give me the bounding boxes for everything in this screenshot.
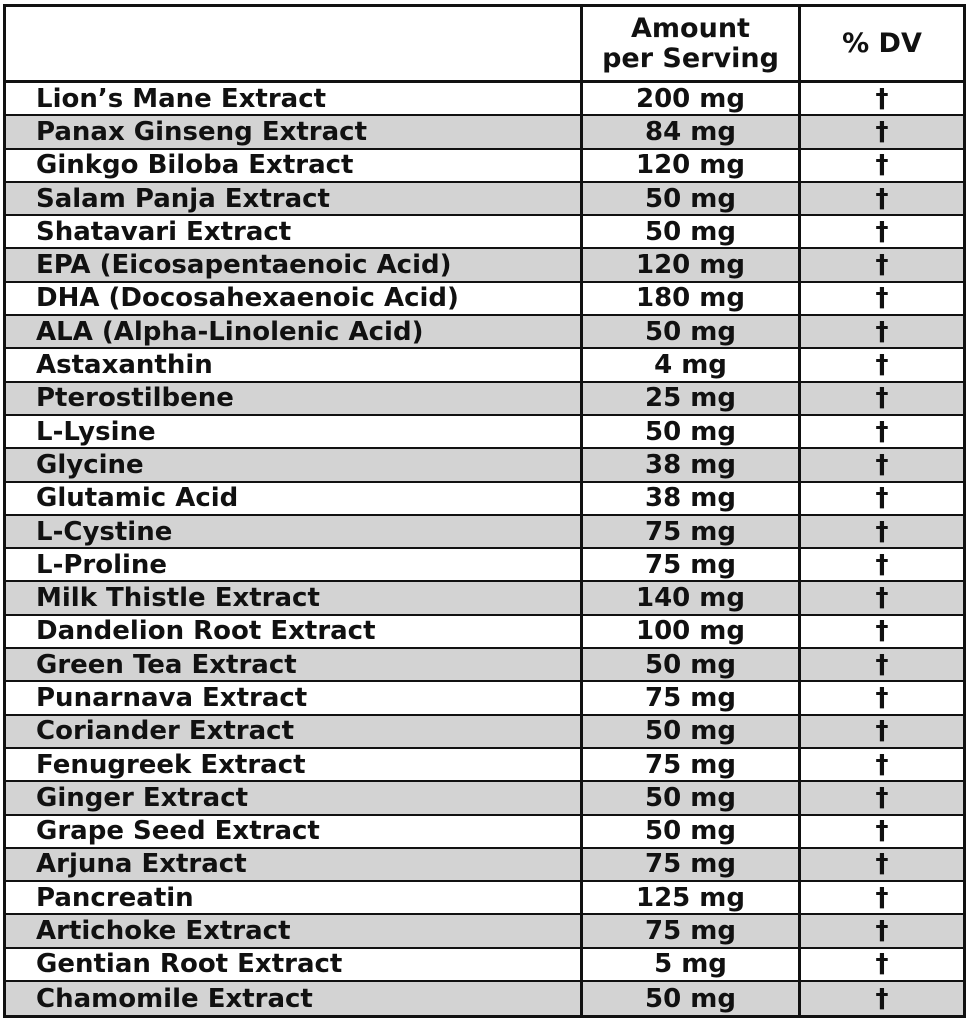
ingredient-amount: 100 mg xyxy=(580,616,798,647)
table-row xyxy=(6,882,963,915)
table-row xyxy=(6,516,963,549)
ingredient-amount: 38 mg xyxy=(580,483,798,514)
ingredient-dv: † xyxy=(798,483,963,514)
table-row xyxy=(6,549,963,582)
ingredient-name: Coriander Extract xyxy=(36,716,295,747)
ingredient-dv: † xyxy=(798,616,963,647)
table-row xyxy=(6,83,963,116)
ingredient-name: Ginger Extract xyxy=(36,782,249,813)
ingredient-amount: 50 mg xyxy=(580,316,798,347)
ingredient-name: Shatavari Extract xyxy=(36,216,292,247)
ingredient-amount: 50 mg xyxy=(580,183,798,214)
ingredient-dv: † xyxy=(798,283,963,314)
ingredient-amount: 140 mg xyxy=(580,582,798,613)
ingredient-name: L-Proline xyxy=(36,549,168,580)
ingredient-dv: † xyxy=(798,249,963,280)
ingredient-amount: 50 mg xyxy=(580,649,798,680)
ingredient-amount: 4 mg xyxy=(580,349,798,380)
table-row xyxy=(6,150,963,183)
ingredient-dv: † xyxy=(798,316,963,347)
ingredient-name: Punarnava Extract xyxy=(36,682,308,713)
ingredient-dv: † xyxy=(798,183,963,214)
ingredient-name: Green Tea Extract xyxy=(36,649,297,680)
ingredient-amount: 180 mg xyxy=(580,283,798,314)
table-row xyxy=(6,782,963,815)
header-amount-line1: Amount xyxy=(631,12,750,44)
ingredient-amount: 75 mg xyxy=(580,915,798,946)
table-row xyxy=(6,283,963,316)
table-row xyxy=(6,316,963,349)
ingredient-amount: 50 mg xyxy=(580,982,798,1015)
table-row xyxy=(6,816,963,849)
table-row xyxy=(6,483,963,516)
header-ingredient-cell xyxy=(6,7,580,80)
table-row xyxy=(6,216,963,249)
ingredient-name: Astaxanthin xyxy=(36,350,213,381)
ingredient-dv: † xyxy=(798,349,963,380)
ingredient-name: Panax Ginseng Extract xyxy=(36,116,367,147)
ingredient-dv: † xyxy=(798,150,963,181)
ingredient-name: Fenugreek Extract xyxy=(36,749,306,780)
table-row xyxy=(6,682,963,715)
table-row xyxy=(6,383,963,416)
ingredient-name: Grape Seed Extract xyxy=(36,816,320,847)
ingredient-name: Pterostilbene xyxy=(36,383,234,414)
ingredient-amount: 5 mg xyxy=(580,949,798,980)
ingredient-dv: † xyxy=(798,882,963,913)
table-row xyxy=(6,915,963,948)
table-row xyxy=(6,849,963,882)
ingredient-name: Milk Thistle Extract xyxy=(36,583,320,614)
table-row xyxy=(6,116,963,149)
ingredient-dv: † xyxy=(798,216,963,247)
ingredient-amount: 75 mg xyxy=(580,516,798,547)
ingredient-dv: † xyxy=(798,83,963,114)
ingredient-amount: 120 mg xyxy=(580,249,798,280)
table-row xyxy=(6,449,963,482)
ingredient-amount: 75 mg xyxy=(580,849,798,880)
ingredient-amount: 50 mg xyxy=(580,782,798,813)
ingredient-name: Glycine xyxy=(36,449,144,480)
ingredient-name: Artichoke Extract xyxy=(36,916,291,947)
ingredient-dv: † xyxy=(798,782,963,813)
ingredient-dv: † xyxy=(798,549,963,580)
ingredient-dv: † xyxy=(798,116,963,147)
ingredient-dv: † xyxy=(798,649,963,680)
ingredient-dv: † xyxy=(798,416,963,447)
supplement-facts-table xyxy=(3,4,966,1018)
ingredient-name: Salam Panja Extract xyxy=(36,183,330,214)
ingredient-dv: † xyxy=(798,816,963,847)
ingredient-name: Ginkgo Biloba Extract xyxy=(36,150,354,181)
ingredient-amount: 50 mg xyxy=(580,816,798,847)
table-row xyxy=(6,949,963,982)
ingredient-name: Chamomile Extract xyxy=(36,983,313,1014)
table-row xyxy=(6,716,963,749)
ingredient-name: Lion’s Mane Extract xyxy=(36,83,327,114)
ingredient-dv: † xyxy=(798,383,963,414)
table-row xyxy=(6,616,963,649)
ingredient-amount: 50 mg xyxy=(580,216,798,247)
ingredient-name: Pancreatin xyxy=(36,882,194,913)
table-body xyxy=(6,83,963,1015)
header-dv-cell: % DV xyxy=(798,7,963,80)
ingredient-amount: 75 mg xyxy=(580,549,798,580)
ingredient-name: EPA (Eicosapentaenoic Acid) xyxy=(36,250,452,281)
ingredient-dv: † xyxy=(798,582,963,613)
ingredient-name: Glutamic Acid xyxy=(36,483,239,514)
ingredient-dv: † xyxy=(798,449,963,480)
ingredient-dv: † xyxy=(798,982,963,1015)
ingredient-dv: † xyxy=(798,915,963,946)
table-row xyxy=(6,249,963,282)
ingredient-amount: 200 mg xyxy=(580,83,798,114)
ingredient-name: ALA (Alpha-Linolenic Acid) xyxy=(36,316,424,347)
ingredient-amount: 84 mg xyxy=(580,116,798,147)
table-row xyxy=(6,749,963,782)
ingredient-name: DHA (Docosahexaenoic Acid) xyxy=(36,283,459,314)
ingredient-amount: 38 mg xyxy=(580,449,798,480)
ingredient-name: Gentian Root Extract xyxy=(36,949,343,980)
table-row xyxy=(6,349,963,382)
table-row xyxy=(6,183,963,216)
ingredient-dv: † xyxy=(798,516,963,547)
table-row xyxy=(6,649,963,682)
ingredient-name: Arjuna Extract xyxy=(36,849,247,880)
ingredient-dv: † xyxy=(798,949,963,980)
ingredient-amount: 25 mg xyxy=(580,383,798,414)
ingredient-amount: 125 mg xyxy=(580,882,798,913)
ingredient-amount: 120 mg xyxy=(580,150,798,181)
table-header-row xyxy=(6,7,963,83)
ingredient-dv: † xyxy=(798,716,963,747)
ingredient-name: Dandelion Root Extract xyxy=(36,616,376,647)
ingredient-amount: 75 mg xyxy=(580,749,798,780)
ingredient-dv: † xyxy=(798,849,963,880)
header-amount-cell xyxy=(580,7,798,80)
table-row xyxy=(6,582,963,615)
header-amount-line2: per Serving xyxy=(602,42,779,74)
ingredient-amount: 50 mg xyxy=(580,716,798,747)
table-row xyxy=(6,416,963,449)
ingredient-amount: 50 mg xyxy=(580,416,798,447)
ingredient-name: L-Lysine xyxy=(36,416,156,447)
ingredient-amount: 75 mg xyxy=(580,682,798,713)
ingredient-dv: † xyxy=(798,749,963,780)
ingredient-dv: † xyxy=(798,682,963,713)
ingredient-name: L-Cystine xyxy=(36,516,173,547)
table-row xyxy=(6,982,963,1015)
